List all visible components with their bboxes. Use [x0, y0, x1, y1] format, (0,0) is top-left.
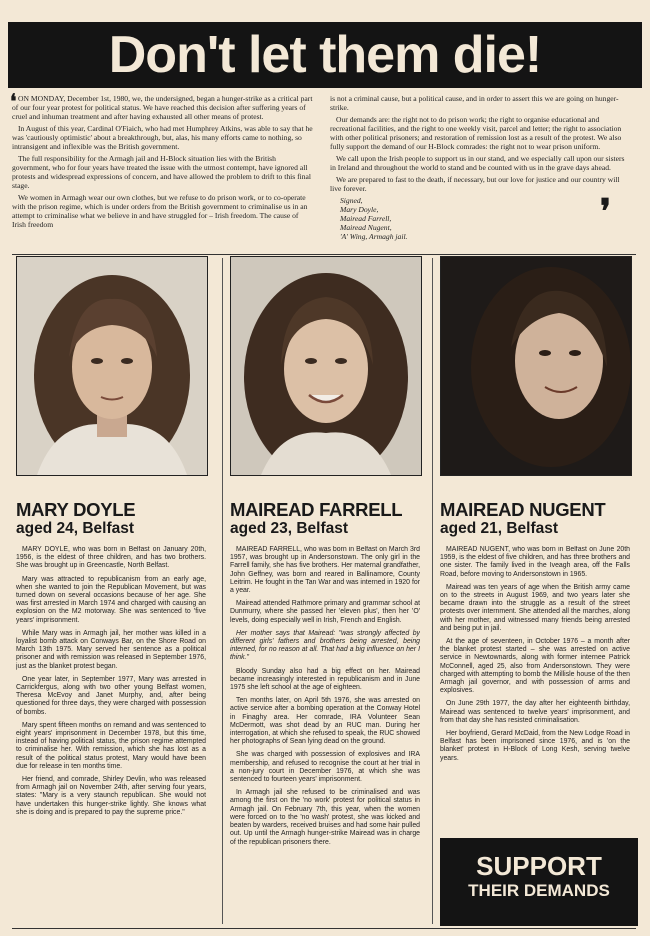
statement-paragraph: Our demands are: the right not to do prison work; the right to organise educational and recreational facilities, and the right to one weekly visit, parcel and letter; the right to association with other political prisoners; and restoration of remission lost as a result of the protest. We also fully support the demand of our H-Block comrades: the right not to wear prison uniform. — [330, 115, 622, 151]
profile-age: aged 23, Belfast — [230, 520, 349, 537]
profile-paragraph: MAIREAD FARRELL, who was born in Belfast on March 3rd 1957, was brought up in Andersonstown. The only girl in the Farrell family, she has five brothers. Her maternal grandfather, John Geffney, was born and reared in Ballinamore, County Leitrim. He fought in the Tan War and was interned in 1920 for a year. — [230, 546, 420, 595]
profile-name: MAIREAD FARRELL — [230, 499, 403, 520]
profile-column-mary-doyle — [16, 256, 206, 924]
profile-paragraph: Mairead was ten years of age when the British army came on to the streets in August 1969, and two years later she became drawn into the struggle as a result of the street protests over internment. She attended all the marches, along with her mother, and witnessed many friends being arrested and being put in jail. — [440, 583, 630, 632]
profile-paragraph: In Armagh jail she refused to be criminalised and was among the first on the 'no work' protest for political status in Armagh jail. On February 7th, this year, when the women were forced on to the 'no wash' protest, she was kicked and beaten by warders, received bruises and had some hair pulled out. Up until the Armagh hunger-strike Mairead was in charge of the republican prisoners there. — [230, 789, 420, 846]
portrait-photo-mairead-farrell — [230, 256, 422, 476]
profile-paragraph: One year later, in September 1977, Mary was arrested in Carrickfergus, along with two other young Belfast women, Theresa McEvoy and Janet Murphy, and, after being questioned for three days, they were charged with possession of bombs. — [16, 675, 206, 716]
profile-paragraph: Ten months later, on April 5th 1976, she was arrested on active service after a bombing operation at the Conway Hotel in Finaghy area. Her comrade, IRA Volunteer Sean McDermott, was shot dead by an RUC man. During her interrogation, at which she refused to speak, the RUC showed her photographs of Sean lying dead on the ground. — [230, 697, 420, 746]
profile-age: aged 24, Belfast — [16, 520, 135, 537]
profile-paragraph: Bloody Sunday also had a big effect on her. Mairead became increasingly interested in republicanism and in June 1975 she left school at the age of eighteen. — [230, 667, 420, 692]
profile-text — [16, 546, 206, 926]
profile-column-mairead-nugent — [440, 256, 630, 924]
profile-paragraph: MARY DOYLE, who was born in Belfast on January 20th, 1956, is the eldest of three children, and has two brothers. She was brought up in Greencastle, North Belfast. — [16, 546, 206, 570]
profile-paragraph: Her boyfriend, Gerard McDaid, from the New Lodge Road in Belfast has been imprisoned since 1976, and is 'on the blanket' protest in H-Block of Long Kesh, serving twelve years. — [440, 730, 630, 762]
signature-line: 'A' Wing, Armagh jail. — [340, 232, 408, 241]
profile-column-mairead-farrell — [230, 256, 420, 924]
divider-rule — [12, 254, 636, 255]
profile-paragraph: On June 29th 1977, the day after her eighteenth birthday, Mairead was sentenced to twelve years' imprisonment, and from that day she has resisted criminalisation. — [440, 700, 630, 724]
profile-paragraph: Mairead attended Rathmore primary and grammar school at Dunmurry, where she passed her 'eleven plus', then her 'O' levels, doing especially well in Irish, French and English. — [230, 600, 420, 624]
profile-paragraph: While Mary was in Armagh jail, her mother was killed in a loyalist bomb attack on Conways Bar, on the Shore Road on March 13th 1975. Mary served her sentence as a political prisoner and with remission was released in September 1976, just as the blanket protest began. — [16, 629, 206, 670]
profile-text — [230, 546, 420, 926]
column-divider — [222, 258, 223, 924]
portrait-photo-mary-doyle — [16, 256, 208, 476]
statement-paragraph: The full responsibility for the Armagh jail and H-Block situation lies with the British government, who for four years have treated the issue with the utmost contempt, have ignored all protests and widespread expressions of concern, and have allowed the problem to drift to this final stage. — [12, 154, 312, 190]
statement-right-column — [330, 94, 630, 252]
support-line-2: THEIR DEMANDS — [468, 881, 610, 900]
support-demands-box — [440, 838, 638, 926]
signature-line: Mairead Nugent, — [340, 223, 392, 232]
close-quote-mark: ❜ — [600, 194, 611, 231]
profile-name: MARY DOYLE — [16, 499, 136, 520]
statement-paragraph: is not a criminal cause, but a political cause, and in order to assert this we are going on hunger-strike. — [330, 94, 619, 112]
open-quote-mark: ❛ — [10, 91, 17, 113]
profile-age: aged 21, Belfast — [440, 520, 559, 537]
headline: Don't let them die! — [108, 26, 542, 84]
signature-line: Mary Doyle, — [340, 205, 379, 214]
profile-paragraph: Mary was attracted to republicanism from an early age, when she wanted to join the Republican Movement, but was turned down on several occasions because of her age. She was first arrested in March 1974 and charged with causing an explosion on the M2 motorway. She was sentenced to 'five years' imprisonment. — [16, 575, 206, 624]
statement-paragraph: We call upon the Irish people to support us in our stand, and we especially call upon our sisters in Ireland and throughout the world to stand and be counted with us in the grave days ahead. — [330, 154, 625, 172]
headline-banner — [8, 22, 642, 88]
profile-paragraph: Her friend, and comrade, Shirley Devlin, who was released from Armagh jail on November 24th, after serving four years, states: "Mary is a very staunch republican. She would not have undertaken this hunger-strike lightly. She knows what she is doing and is prepared to pay the supreme price." — [16, 776, 206, 816]
signature-line: Signed, — [340, 196, 363, 205]
support-line-1: SUPPORT — [476, 851, 602, 881]
profile-paragraph: Her mother says that Mairead: "was strongly affected by different girls' fathers and brothers being arrested, being interned, for no reason at all. That had a big influence on her I think." — [230, 629, 420, 662]
portrait-photo-mairead-nugent — [440, 256, 632, 476]
statement-paragraph: We women in Armagh wear our own clothes, but we refuse to do prison work, or to co-operate with the prison regime, which is under orders from the British government to criminalise us in an attempt to criminalise what we believe in and have struggled for – Irish freedom. The cause of Irish freedom — [12, 193, 308, 229]
statement-left-column — [10, 91, 314, 252]
profile-paragraph: At the age of seventeen, in October 1976 – a month after the blanket protest started – she was arrested on active service in Newtownards, along with former internee Patrick McConnell, aged 25, also from Andersonstown. They were charged with attempting to bomb the Millisle house of the then Armagh jail governor, and with possession of arms and explosives. — [440, 638, 630, 695]
signature-line: Mairead Farrell, — [340, 214, 392, 223]
profile-paragraph: MAIREAD NUGENT, who was born in Belfast on June 20th 1959, is the eldest of five children, and has three brothers and one sister. The family lived in the Iveagh area, off the Falls Road, before moving to Andersonstown in 1965. — [440, 546, 630, 578]
profile-text — [440, 546, 630, 816]
statement-paragraph: We are prepared to fast to the death, if necessary, but our love for justice and our country will live forever. — [330, 175, 620, 193]
statement-paragraph: In August of this year, Cardinal O'Fiaich, who had met Humphrey Atkins, was able to say that he was 'cautiously optimistic' about a breakthrough, but, alas, his many efforts came to nothing, so intransigent and inflexible was the British government. — [12, 124, 313, 151]
profile-paragraph: She was charged with possession of explosives and IRA membership, and refused to recognise the court at her trial in a non-jury court in December 1976, at which she was sentenced to fourteen years' imprisonment. — [230, 751, 420, 784]
bottom-rule — [12, 928, 636, 929]
profile-paragraph: Mary spent fifteen months on remand and was sentenced to eight years' imprisonment in December 1978, but this time, instead of having political status, the prison regime attempted to criminalise her. With remission, which she has lost as a result of the political status protest, Mary would have been due for release in ten months time. — [16, 721, 206, 770]
profile-name: MAIREAD NUGENT — [440, 499, 606, 520]
column-divider — [432, 258, 433, 924]
statement-paragraph: ON MONDAY, December 1st, 1980, we, the undersigned, began a hunger-strike as a critical part of our four year protest for political status. We have reached this decision after suffering years of cruel and inhuman treatment and after having exhausted all other means of protest. — [12, 94, 313, 121]
